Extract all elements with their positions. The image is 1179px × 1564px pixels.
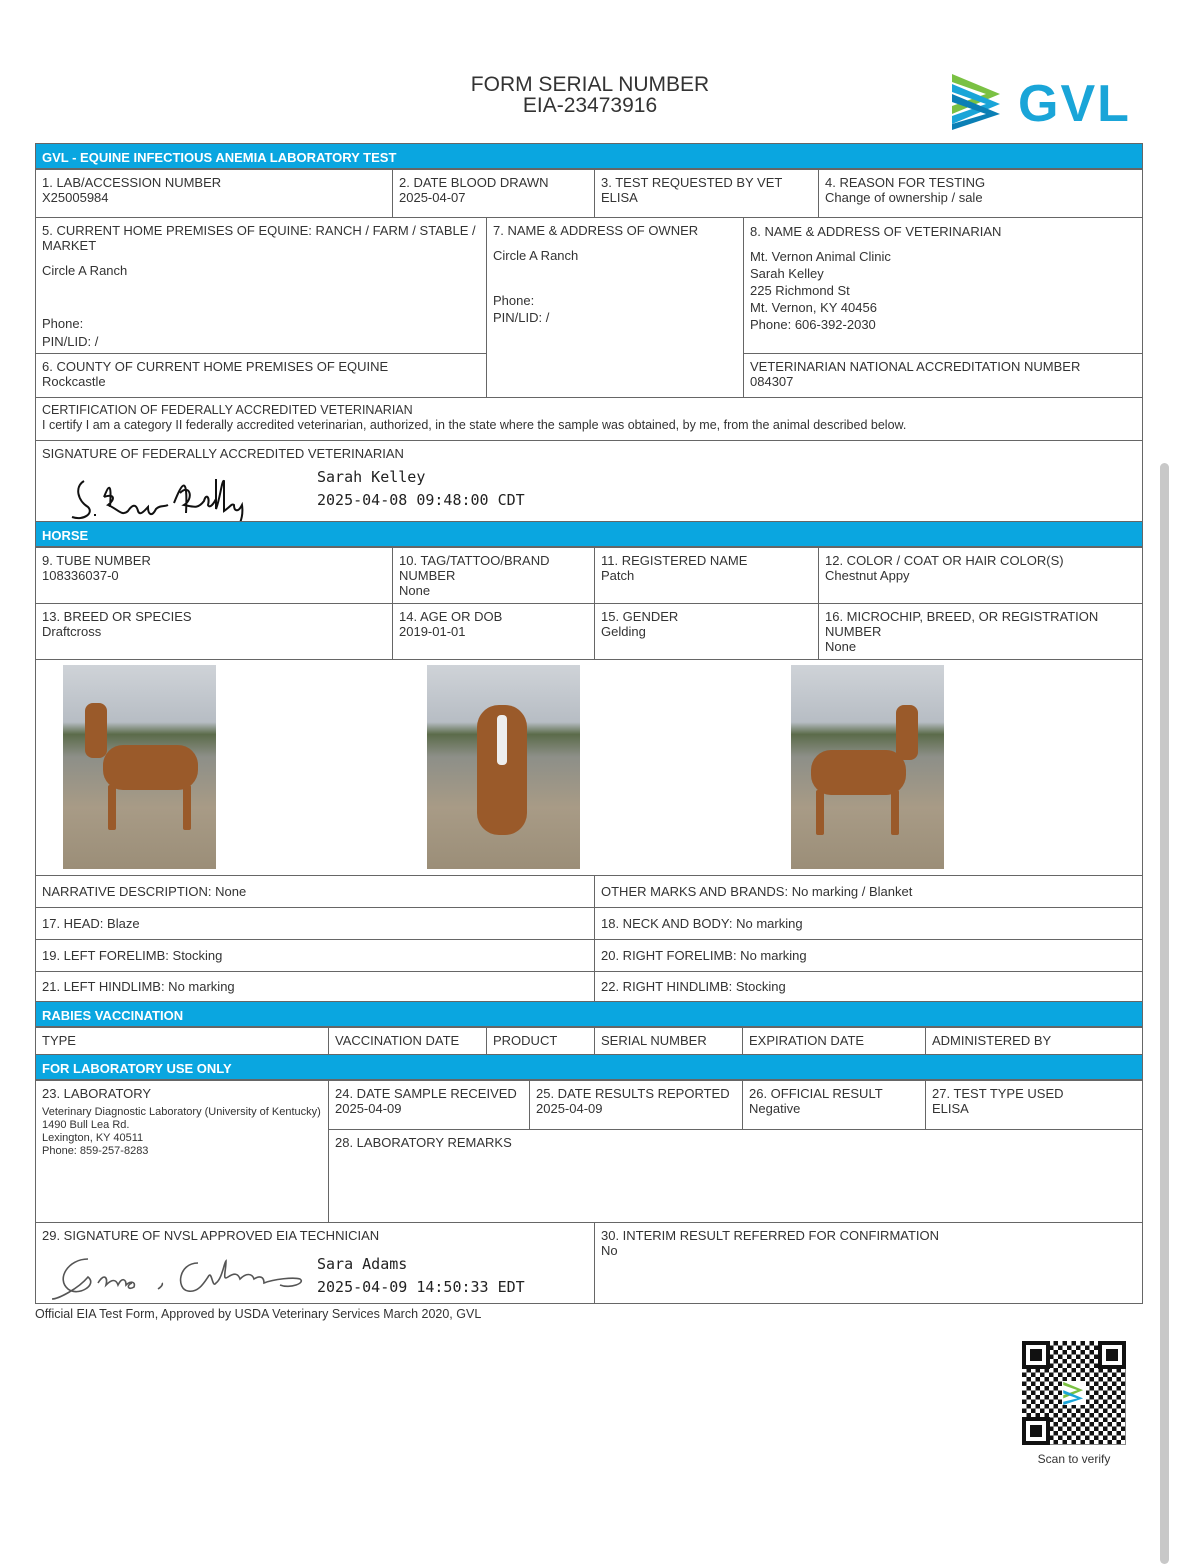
- other-marks: OTHER MARKS AND BRANDS: No marking / Blanket: [594, 875, 1143, 908]
- field-date-reported: 25. DATE RESULTS REPORTED 2025-04-09: [529, 1080, 743, 1130]
- section-test-header: GVL - EQUINE INFECTIOUS ANEMIA LABORATORY TEST: [35, 143, 1143, 169]
- technician-signature-block: 29. SIGNATURE OF NVSL APPROVED EIA TECHNICIAN Sara Adams 2025-04-09 14:50:33 EDT: [35, 1222, 595, 1304]
- field-microchip: 16. MICROCHIP, BREED, OR REGISTRATION NUMBER None: [818, 603, 1143, 660]
- section-horse-header: HORSE: [35, 521, 1143, 547]
- marking-left-forelimb: 19. LEFT FORELIMB: Stocking: [35, 939, 595, 972]
- field-owner: 7. NAME & ADDRESS OF OWNER Circle A Ranch Phone: PIN/LID: /: [486, 217, 744, 398]
- field-laboratory: 23. LABORATORY Veterinary Diagnostic Laboratory (University of Kentucky) 1490 Bull Lea Rd. Lexington, KY 40511 Phone: 859-257-8283: [35, 1080, 329, 1223]
- technician-signer-info: Sara Adams 2025-04-09 14:50:33 EDT: [317, 1255, 525, 1296]
- section-lab-header: FOR LABORATORY USE ONLY: [35, 1054, 1143, 1080]
- marking-head: 17. HEAD: Blaze: [35, 907, 595, 940]
- footer-note: Official EIA Test Form, Approved by USDA Veterinary Services March 2020, GVL: [35, 1307, 482, 1321]
- logo-chevron-icon: [950, 72, 1006, 130]
- field-age: 14. AGE OR DOB 2019-01-01: [392, 603, 595, 660]
- field-test-type: 27. TEST TYPE USED ELISA: [925, 1080, 1143, 1130]
- horse-photo-front[interactable]: [427, 665, 580, 869]
- technician-signature-image: [48, 1249, 318, 1305]
- field-official-result: 26. OFFICIAL RESULT Negative: [742, 1080, 926, 1130]
- qr-logo-icon: [1062, 1381, 1086, 1405]
- section-rabies-header: RABIES VACCINATION: [35, 1001, 1143, 1027]
- serial-header: [420, 74, 760, 116]
- field-lab-remarks: 28. LABORATORY REMARKS: [328, 1129, 1143, 1223]
- scrollbar-thumb[interactable]: [1160, 463, 1169, 1564]
- vet-signature-block: SIGNATURE OF FEDERALLY ACCREDITED VETERINARIAN Sarah Kelley 2025-04-08 09:48:00 CDT: [35, 440, 1143, 522]
- field-reason: 4. REASON FOR TESTING Change of ownership / sale: [818, 169, 1143, 218]
- rabies-col-serial: SERIAL NUMBER: [594, 1027, 743, 1055]
- rabies-col-expiration: EXPIRATION DATE: [742, 1027, 926, 1055]
- field-premises: 5. CURRENT HOME PREMISES OF EQUINE: RANCH / FARM / STABLE / MARKET Circle A Ranch Phone: PIN/LID: /: [35, 217, 487, 354]
- serial-label: FORM SERIAL NUMBER: [470, 73, 710, 96]
- vet-signer-info: Sarah Kelley 2025-04-08 09:48:00 CDT: [317, 468, 525, 509]
- verify-qr-code[interactable]: [1022, 1341, 1126, 1445]
- field-gender: 15. GENDER Gelding: [594, 603, 819, 660]
- field-color: 12. COLOR / COAT OR HAIR COLOR(S) Chestnut Appy: [818, 547, 1143, 604]
- field-date-received: 24. DATE SAMPLE RECEIVED 2025-04-09: [328, 1080, 530, 1130]
- field-veterinarian: 8. NAME & ADDRESS OF VETERINARIAN Mt. Vernon Animal Clinic Sarah Kelley 225 Richmond St Mt. Vernon, KY 40456 Phone: 606-392-2030: [743, 217, 1143, 354]
- marking-right-forelimb: 20. RIGHT FORELIMB: No marking: [594, 939, 1143, 972]
- field-date-drawn: 2. DATE BLOOD DRAWN 2025-04-07: [392, 169, 595, 218]
- rabies-col-product: PRODUCT: [486, 1027, 595, 1055]
- field-accreditation: VETERINARIAN NATIONAL ACCREDITATION NUMBER 084307: [743, 353, 1143, 398]
- marking-left-hindlimb: 21. LEFT HINDLIMB: No marking: [35, 971, 595, 1002]
- field-registered-name: 11. REGISTERED NAME Patch: [594, 547, 819, 604]
- field-tag: 10. TAG/TATTOO/BRAND NUMBER None: [392, 547, 595, 604]
- marking-neck-body: 18. NECK AND BODY: No marking: [594, 907, 1143, 940]
- rabies-col-date: VACCINATION DATE: [328, 1027, 487, 1055]
- serial-number: EIA-23473916: [522, 94, 658, 117]
- horse-photo-right[interactable]: [791, 665, 944, 869]
- field-county: 6. COUNTY OF CURRENT HOME PREMISES OF EQUINE Rockcastle: [35, 353, 487, 398]
- qr-caption: Scan to verify: [1037, 1452, 1111, 1466]
- marking-right-hindlimb: 22. RIGHT HINDLIMB: Stocking: [594, 971, 1143, 1002]
- gvl-logo: [950, 72, 1150, 132]
- logo-text: GVL: [1018, 75, 1131, 133]
- horse-photo-left[interactable]: [63, 665, 216, 869]
- field-breed: 13. BREED OR SPECIES Draftcross: [35, 603, 393, 660]
- field-interim-result: 30. INTERIM RESULT REFERRED FOR CONFIRMATION No: [594, 1222, 1143, 1304]
- field-test-requested: 3. TEST REQUESTED BY VET ELISA: [594, 169, 819, 218]
- rabies-col-administered: ADMINISTERED BY: [925, 1027, 1143, 1055]
- rabies-col-type: TYPE: [35, 1027, 329, 1055]
- field-accession: 1. LAB/ACCESSION NUMBER X25005984: [35, 169, 393, 218]
- certification: CERTIFICATION OF FEDERALLY ACCREDITED VETERINARIAN I certify I am a category II federally accredited veterinarian, authorized, in the state where the sample was obtained, by me, from the animal described below.: [35, 397, 1143, 441]
- narrative-description: NARRATIVE DESCRIPTION: None: [35, 875, 595, 908]
- field-tube: 9. TUBE NUMBER 108336037-0: [35, 547, 393, 604]
